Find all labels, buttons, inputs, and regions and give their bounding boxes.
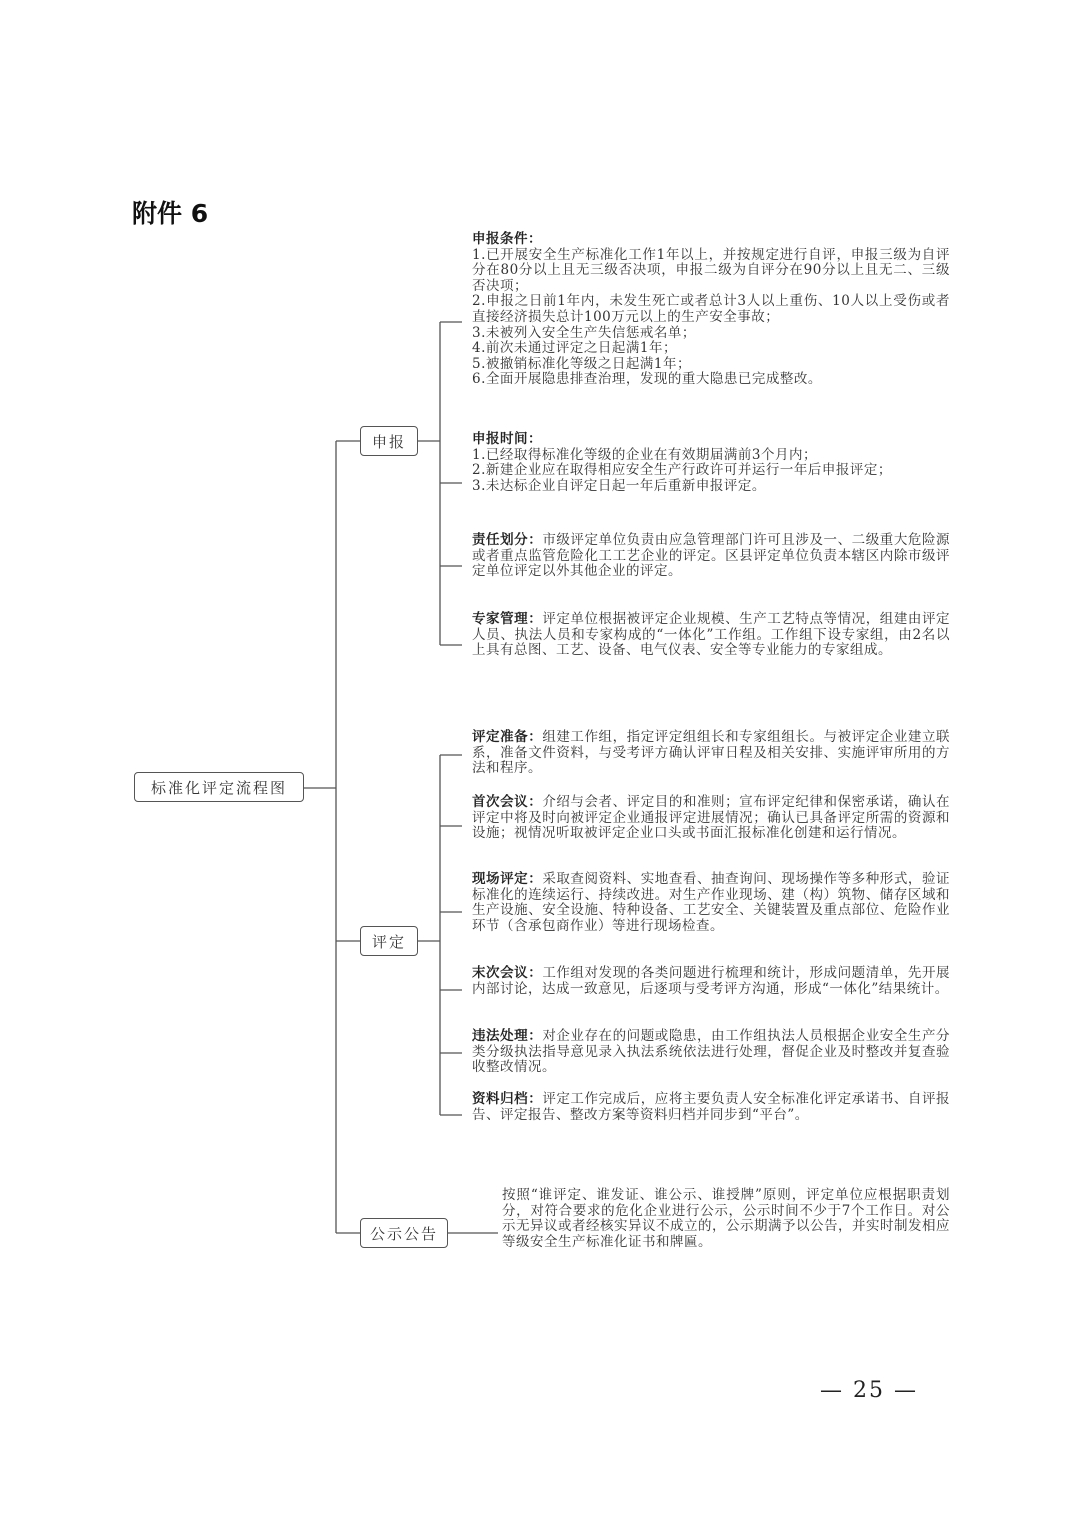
block-text: 组建工作组，指定评定组组长和专家组组长。与被评定企业建立联系，准备文件资料，与受考评方确认评审日程及相关安排、实施评审所用的方法和程序。: [472, 729, 951, 777]
block-title: 申报时间：: [472, 431, 542, 447]
block-title: 责任划分：: [472, 532, 543, 548]
block-title: 末次会议：: [472, 965, 543, 981]
first-meeting-block: [472, 795, 950, 842]
block-line: 3.未被列入安全生产失信惩戒名单；: [472, 324, 696, 341]
block-line: 4.前次未通过评定之日起满1年；: [472, 340, 677, 357]
block-line: 2.新建企业应在取得相应安全生产行政许可并运行一年后申报评定；: [472, 462, 892, 479]
block-text: 评定工作完成后，应将主要负责人安全标准化评定承诺书、自评报告、评定报告、整改方案等资料归档并同步到“平台”。: [472, 1091, 951, 1123]
block-line: 1.已开展安全生产标准化工作1年以上，并按规定进行自评，申报三级为自评分在80分以上且无三级否决项，申报二级为自评分在90分以上且无二、三级否决项；: [472, 246, 950, 294]
node-apply: 申报: [360, 426, 418, 456]
apply-time-block: [472, 432, 950, 494]
block-title: 资料归档：: [472, 1091, 543, 1107]
block-line: 2.申报之日前1年内，未发生死亡或者总计3人以上重伤、10人以上受伤或者直接经济损失总计100万元以上的生产安全事故；: [472, 293, 950, 325]
expert-management-block: [472, 612, 950, 659]
final-meeting-block: [472, 966, 950, 997]
block-text: 工作组对发现的各类问题进行梳理和统计，形成问题清单，先开展内部讨论，达成一致意见，后逐项与受考评方沟通，形成“一体化”结果统计。: [472, 965, 951, 997]
archiving-block: [472, 1092, 950, 1123]
block-text: 市级评定单位负责由应急管理部门许可且涉及一、二级重大危险源或者重点监管危险化工工艺企业的评定。区县评定单位负责本辖区内除市级评定单位评定以外其他企业的评定。: [472, 532, 951, 580]
node-publicity: 公示公告: [360, 1218, 448, 1248]
block-line: 5.被撤销标准化等级之日起满1年；: [472, 355, 691, 372]
block-text: 按照“谁评定、谁发证、谁公示、谁授牌”原则，评定单位应根据职责划分，对符合要求的危化企业进行公示，公示时间不少于7个工作日。对公示无异议或者经核实异议不成立的，公示期满予以公告，并实时制发相应等级安全生产标准化证书和牌匾。: [502, 1187, 950, 1250]
apply-conditions-block: [472, 232, 950, 388]
publicity-block: [502, 1188, 950, 1250]
block-text: 对企业存在的问题或隐患，由工作组执法人员根据企业安全生产分类分级执法指导意见录入执法系统依法进行处理，督促企业及时整改并复查验收整改情况。: [472, 1028, 951, 1076]
onsite-evaluation-block: [472, 872, 950, 934]
node-evaluate: 评定: [360, 926, 418, 956]
attachment-label: 附件 6: [132, 199, 209, 228]
violation-handling-block: [472, 1029, 950, 1076]
block-title: 首次会议：: [472, 794, 543, 810]
block-title: 违法处理：: [472, 1028, 543, 1044]
block-title: 专家管理：: [472, 611, 543, 627]
root-node: 标准化评定流程图: [134, 772, 304, 802]
block-text: 介绍与会者、评定目的和准则；宣布评定纪律和保密承诺，确认在评定中将及时向被评定企业通报评定进展情况；确认已具备评定所需的资源和设施；视情况听取被评定企业口头或书面汇报标准化创建和运行情况。: [472, 794, 951, 842]
responsibility-block: [472, 533, 950, 580]
block-text: 采取查阅资料、实地查看、抽查询问、现场操作等多种形式，验证标准化的连续运行、持续改进。对生产作业现场、建（构）筑物、储存区域和生产设施、安全设施、特种设备、工艺安全、关键装置及重点部位、危险作业环节（含承包商作业）等进行现场检查。: [472, 871, 951, 934]
preparation-block: [472, 730, 950, 777]
page-number: — 25 —: [820, 1378, 918, 1403]
block-line: 3.未达标企业自评定日起一年后重新申报评定。: [472, 477, 766, 494]
block-line: 1.已经取得标准化等级的企业在有效期届满前3个月内；: [472, 446, 817, 463]
block-line: 6.全面开展隐患排查治理，发现的重大隐患已完成整改。: [472, 371, 822, 388]
block-title: 评定准备：: [472, 729, 543, 745]
block-title: 申报条件：: [472, 231, 542, 247]
block-title: 现场评定：: [472, 871, 543, 887]
block-text: 评定单位根据被评定企业规模、生产工艺特点等情况，组建由评定人员、执法人员和专家构成的“一体化”工作组。工作组下设专家组，由2名以上具有总图、工艺、设备、电气仪表、安全等专业能力的专家组成。: [472, 611, 951, 659]
